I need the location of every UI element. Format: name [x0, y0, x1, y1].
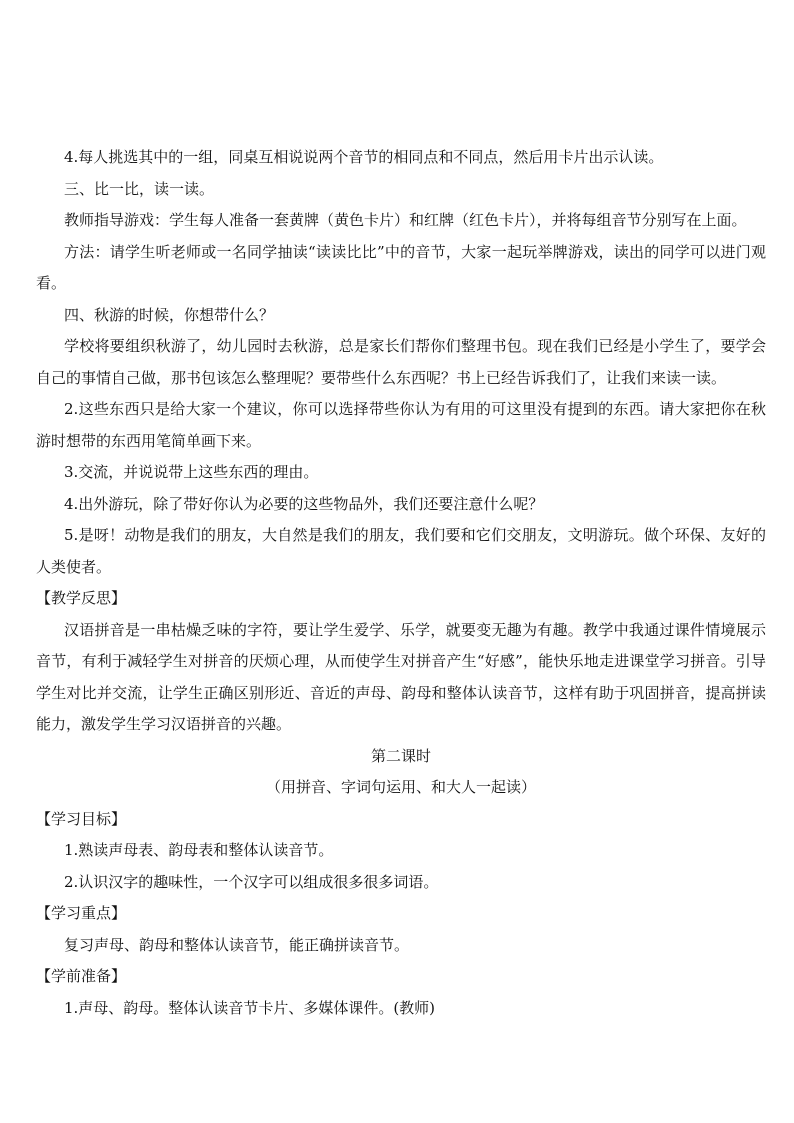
lesson-title-second: 第二课时 [370, 746, 431, 765]
paragraph-method: 方法：请学生听老师或一名同学抽读“读读比比”中的音节，大家一起玩举牌游戏，读出的同学可以进门观看。 [36, 242, 766, 292]
section-heading-compare: 三、比一比，读一读。 [64, 179, 215, 198]
lesson-subtitle: （用拼音、字词句运用、和大人一起读） [265, 778, 536, 796]
paragraph-step-4-syllables: 4.每人挑选其中的一组，同桌互相说说两个音节的相同点和不同点，然后用卡片出示认读。 [64, 148, 664, 166]
heading-teaching-reflection: 【教学反思】 [36, 589, 127, 607]
paragraph-autumn-trip-intro: 学校将要组织秋游了，幼儿园时去秋游，总是家长们帮你们整理书包。现在我们已经是小学生了，要学会自己的事情自己做，那书包该怎么整理呢？要带些什么东西呢？书上已经告诉我们了，让我们来读一读。 [36, 337, 766, 387]
paragraph-teacher-game: 教师指导游戏：学生每人准备一套黄牌（黄色卡片）和红牌（红色卡片），并将每组音节分别写在上面。 [64, 211, 747, 229]
paragraph-step-4-attention: 4.出外游玩，除了带好你认为必要的这些物品外，我们还要注意什么呢？ [64, 494, 544, 513]
goal-item-2: 2.认识汉字的趣味性，一个汉字可以组成很多很多词语。 [64, 872, 439, 891]
heading-learning-goals: 【学习目标】 [36, 809, 127, 828]
goal-item-1: 1.熟读声母表、韵母表和整体认读音节。 [64, 841, 334, 859]
paragraph-step-5-animals: 5.是呀！动物是我们的朋友，大自然是我们的朋友，我们要和它们交朋友，文明游玩。做个环保、友好的人类使者。 [36, 526, 766, 576]
heading-preparation: 【学前准备】 [36, 967, 127, 985]
section-heading-autumn-trip: 四、秋游的时候，你想带什么？ [64, 305, 275, 324]
document-body [36, 142, 766, 1024]
paragraph-step-2-draw: 2.这些东西只是给大家一个建议，你可以选择带些你认为有用的可这里没有提到的东西。请大家把你在秋游时想带的东西用笔简单画下来。 [36, 400, 766, 450]
focus-item: 复习声母、韵母和整体认读音节，能正确拼读音节。 [64, 935, 410, 954]
preparation-item-1: 1.声母、韵母。整体认读音节卡片、多媒体课件。(教师) [64, 998, 436, 1017]
paragraph-reflection-body: 汉语拼音是一串枯燥乏味的字符，要让学生爱学、乐学，就要变无趣为有趣。教学中我通过课件情境展示音节，有利于减轻学生对拼音的厌烦心理，从而使学生对拼音产生“好感”，能快乐地走进课堂学习拼音。引导学生对比并交流，让学生正确区别形近、音近的声母、韵母和整体认读音节，这样有助于巩固拼音，提高拼读能力，激发学生学习汉语拼音的兴趣。 [36, 620, 766, 733]
heading-learning-focus: 【学习重点】 [36, 904, 127, 922]
paragraph-step-3-discuss: 3.交流，并说说带上这些东西的理由。 [64, 463, 319, 481]
